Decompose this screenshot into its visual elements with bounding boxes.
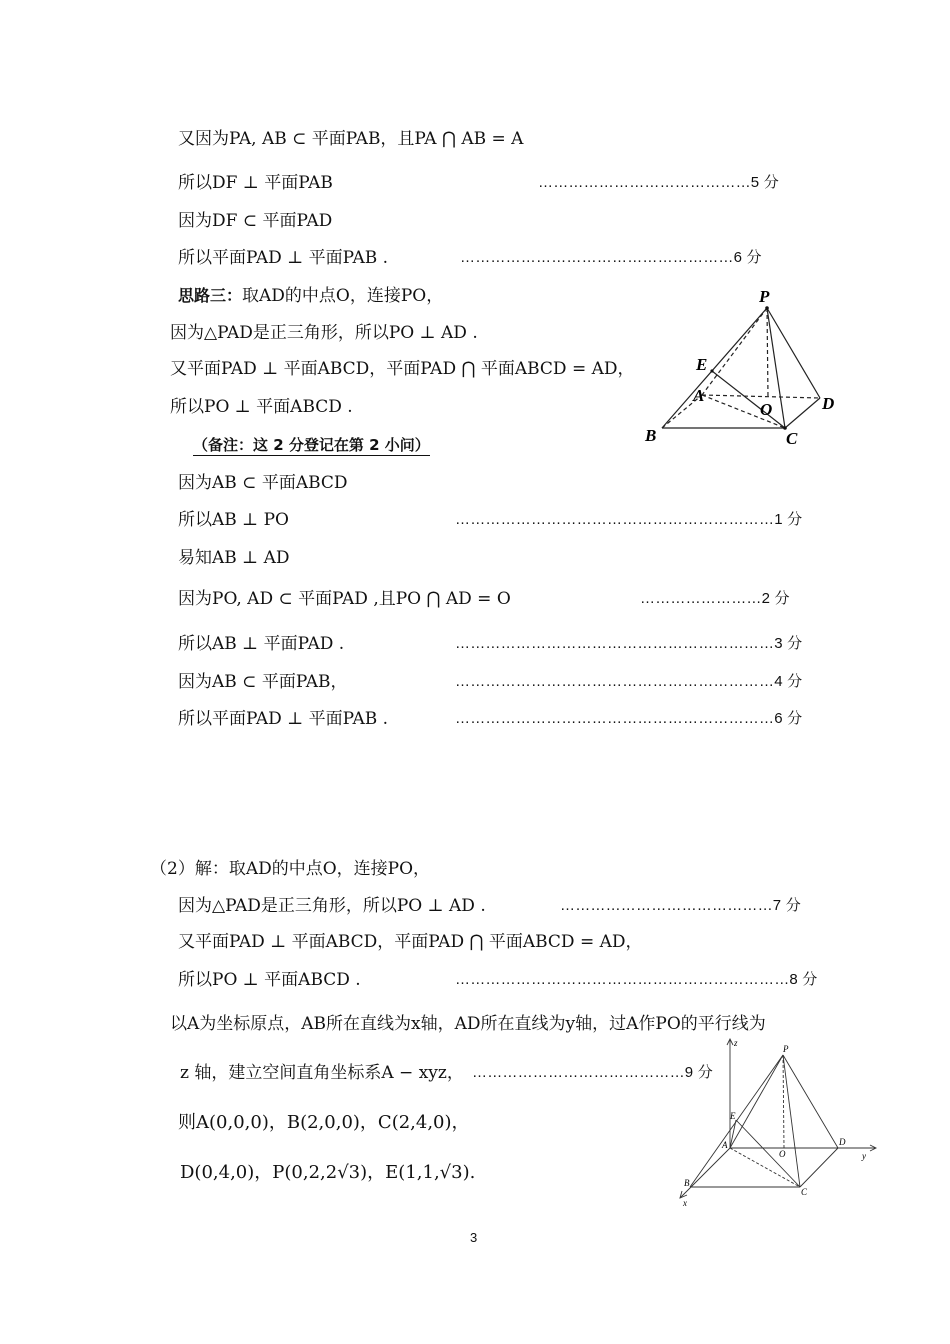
- proof-line-7: 又平面PAD ⊥ 平面ABCD，平面PAD ⋂ 平面ABCD = AD，: [170, 359, 635, 379]
- proof-line-6: 因为△PAD是正三角形，所以PO ⊥ AD .: [170, 323, 478, 343]
- label-O: O: [760, 400, 773, 419]
- score-9: ……………………………………9 分: [472, 1064, 713, 1081]
- idea-three-text: 取AD的中点O，连接PO，: [242, 286, 444, 306]
- fig2-label-A: A: [722, 1140, 728, 1150]
- proof-line-3: 因为DF ⊂ 平面PAD: [178, 211, 333, 231]
- fig2-label-y: y: [862, 1151, 866, 1161]
- proof-line-11: 所以AB ⊥ PO: [178, 510, 289, 530]
- proof-line-12: 易知AB ⊥ AD: [178, 548, 290, 568]
- coordinate-figure-2: [668, 1035, 888, 1210]
- score-1: ………………………………………………………1 分: [455, 511, 803, 528]
- proof-line-13: 因为PO, AD ⊂ 平面PAD ,且PO ⋂ AD = O: [178, 589, 511, 609]
- idea-three-line: [178, 285, 443, 307]
- proof-line-4: 所以平面PAD ⊥ 平面PAB .: [178, 248, 389, 268]
- label-E: E: [696, 355, 708, 374]
- proof-line-14: 所以AB ⊥ 平面PAD .: [178, 634, 345, 654]
- score-4: ………………………………………………………4 分: [455, 673, 803, 690]
- proof-line-10: 因为AB ⊂ 平面ABCD: [178, 473, 348, 493]
- proof-line-1: 又因为PA, AB ⊂ 平面PAB，且PA ⋂ AB = A: [178, 129, 524, 149]
- score-7: ……………………………………7 分: [560, 897, 801, 914]
- label-P: P: [759, 287, 770, 306]
- score-5: ……………………………………5 分: [538, 174, 779, 191]
- page-number: 3: [470, 1230, 478, 1245]
- idea-three-label: 思路三：: [178, 286, 243, 305]
- part2-line-4: 所以PO ⊥ 平面ABCD .: [178, 970, 361, 990]
- proof-line-16: 所以平面PAD ⊥ 平面PAB .: [178, 709, 389, 729]
- fig2-label-E: E: [730, 1111, 736, 1121]
- score-3: ………………………………………………………3 分: [455, 635, 803, 652]
- fig2-label-O: O: [779, 1149, 786, 1159]
- fig2-label-D: D: [839, 1137, 846, 1147]
- label-C: C: [786, 429, 798, 448]
- part2-line-6: z 轴，建立空间直角坐标系A − xyz，: [180, 1063, 464, 1083]
- proof-line-2: 所以DF ⊥ 平面PAB: [178, 173, 333, 193]
- part2-line-1: （2）解：取AD的中点O，连接PO，: [150, 859, 431, 879]
- score-8: …………………………………………………………8 分: [455, 971, 818, 988]
- label-B: B: [645, 426, 657, 445]
- part2-line-3: 又平面PAD ⊥ 平面ABCD，平面PAD ⋂ 平面ABCD = AD，: [178, 932, 643, 952]
- fig2-label-z: z: [734, 1038, 738, 1048]
- fig2-label-C: C: [801, 1187, 808, 1197]
- fig2-label-B: B: [684, 1178, 690, 1188]
- part2-line-2: 因为△PAD是正三角形，所以PO ⊥ AD .: [178, 896, 486, 916]
- part2-line-5: 以A为坐标原点，AB所在直线为x轴，AD所在直线为y轴，过A作PO的平行线为: [170, 1014, 766, 1034]
- label-D: D: [822, 394, 835, 413]
- score-6: ………………………………………………6 分: [460, 249, 762, 266]
- part2-line-7: 则A(0,0,0)，B(2,0,0)，C(2,4,0)，: [178, 1112, 470, 1133]
- label-A: A: [693, 386, 705, 405]
- part2-line-8: D(0,4,0)，P(0,2,2√3)，E(1,1,√3).: [180, 1162, 476, 1183]
- score-6b: ………………………………………………………6 分: [455, 710, 803, 727]
- note-remark: （备注：这 2 分登记在第 2 小问）: [193, 436, 430, 454]
- proof-line-15: 因为AB ⊂ 平面PAB，: [178, 672, 348, 692]
- score-2: ……………………2 分: [640, 590, 790, 607]
- pyramid-figure-1: [640, 285, 860, 448]
- fig2-label-P: P: [783, 1044, 789, 1054]
- fig2-label-x: x: [683, 1198, 687, 1208]
- proof-line-8: 所以PO ⊥ 平面ABCD .: [170, 397, 353, 417]
